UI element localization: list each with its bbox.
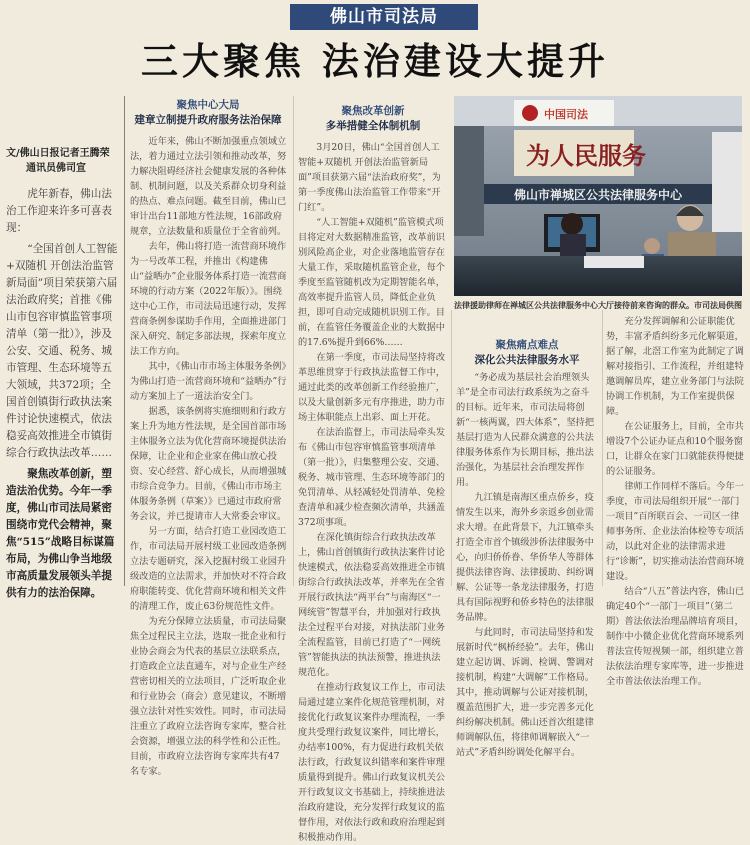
- col4-paragraph: 与此同时，市司法局坚持和发展新时代“枫桥经验”。去年，佛山建立起访调、诉调、检调、警调对接机制，构建“大调解”工作格局。其中，推动调解与公证对接机制，覆盖范围扩大，进一步完善多元化纠纷解决机制。佛山还首次组建律师调解队伍，将律师调解嵌入“一站式”矛盾纠纷调处化解平台。: [456, 627, 595, 758]
- col5-paragraph: 结合“八五”普法内容，佛山已确定40个“一部门一项目”（第二期）普法依法治理品牌培育项目，制作中小微企业优化营商环境系列普法宣传短视频一部，组织建立普法依法治理专家库等，进一步推进全市普法依法治理工作。: [606, 586, 745, 687]
- sign-title: 中国司法: [544, 108, 588, 121]
- wall-sign: 佛山市禅城区公共法律服务中心: [514, 188, 683, 202]
- section-title-bar: 佛山市司法局: [290, 4, 478, 30]
- col3-paragraph: 在深化镇街综合行政执法改革上，佛山首创镇街行政执法案件讨论快速模式，依法稳妥高效推进全市镇街综合行政执法改革，并率先在全省开展行政执法“两平台”与南海区“一网统管”智慧平台，并加强对行政执法全过程平台对接，对执法部门业务全流程监管，目前已打造了“一网统管”智能执法的执法预警，推进执法规范化。: [298, 532, 445, 678]
- col2-subhead: [128, 98, 288, 128]
- col5-body: [606, 314, 746, 687]
- col4-body: [456, 370, 598, 758]
- col2-subhead-kicker: 聚焦中心大局: [176, 99, 240, 111]
- photo-caption: 法律援助律师在禅城区公共法律服务中心大厅接待前来咨询的群众。市司法局供图: [454, 301, 742, 310]
- col5-paragraph: 在公证服务上，目前，全市共增设7个公证办证点和10个服务窗口，让群众在家门口就能获得便捷的公证服务。: [606, 421, 744, 477]
- col5-paragraph: 律师工作同样不落后。今年一季度，市司法局组织开展“一部门一项目”百所联百会、一司区一律师事务所、企业法治体检等专项活动，以此对企业的法律需求进行“诊断”，切实推动法治营商环境建设。: [606, 481, 745, 582]
- col4-subhead-title: 深化公共法律服务水平: [474, 354, 580, 366]
- col3-subhead-kicker: 聚焦改革创新: [341, 105, 405, 117]
- headline: 三大聚焦 法治建设大提升: [141, 39, 609, 83]
- col2-subhead-title: 建章立制提升政府服务法治保障: [134, 114, 282, 126]
- col3-paragraph: “人工智能+双随机”监管模式项目将定对大数据精准监管，改革前识别风险高企业，对企业落地监管存在大量工作，采取随机监管企业，每个季度至监管随机改为定期智能名单，高效率提升监管人员，降低企业负担，即可自动完成随机识别工作。目前，在监管任务覆盖企业的大数据中的17.6%提升到66%……: [298, 217, 445, 348]
- col2-paragraph: 另一方面，结合打造工业园改造工作，市司法局开展村级工业园改造条例立法专题研究，深入挖掘村级工业园升级改造的立法需求，并加快对不符合政府职能转变、优化营商环境和相关文件的清理工作，废止63份规范性文件。: [130, 526, 287, 612]
- col3-paragraph: 在推动行政复议工作上，市司法局通过建立案件化规范管理机制，对接优化行政复议案件办理流程，一季度共受理行政复议案件，同比增长，办结率100%，有力促进行政机关依法行政，行政复议纠错率和案件审理质量得到提升。佛山行政复议机关公开行政复议文书基础上，持续推进法治政府建设，充分发挥行政复议的监督作用，对依法行政和政府治理起到积极推动作用。: [298, 682, 446, 843]
- col3-subhead: [296, 104, 450, 134]
- col2-paragraph: 据悉，该条例将实施细则和行政方案上升为地方性法规，是全国首部市场主体服务立法为优化营商环境提供法治保障，让企业和企业家在佛山放心投资、安心经营、舒心成长，从而增强城市综合竞争力。目前，《佛山市市场主体服务条例（草案）》已通过市政府常务会议，并已提请市人大常委会审议。: [130, 406, 287, 522]
- col3-body: [298, 140, 448, 843]
- col2-body: [130, 134, 288, 777]
- column-divider: [451, 310, 452, 586]
- col4-paragraph: “务必成为基层社会治理领头羊”是全市司法行政系统为之奋斗的目标。近年来，市司法局将创新“一核两翼，四大体系”，坚持把基层打造为人民群众满意的公共法律服务体系作为长期目标，推出法治强化，为基层社会治理发挥作用。: [456, 372, 595, 488]
- left-column: [6, 146, 118, 606]
- col2-paragraph: 为充分保障立法质量，市司法局聚焦全过程民主立法，选取一批企业和行业协会商会为代表的基层立法联系点，打造政企立法直通车，对与企业生产经营密切相关的立法项目，广泛听取企业和行业协会（商会）意见建议，不断增强立法针对性实效性。同时，市司法局注重立了政府立法咨询专家库，整合社会资源，增强立法的科学性和公正性。目前，市政府立法咨询专家库共有47名专家。: [130, 616, 287, 777]
- news-photo: [454, 96, 742, 296]
- byline-reporter: 文/佛山日报记者王腾荣: [6, 148, 110, 159]
- intro-summary-paragraph: 聚焦改革创新，塑造法治优势。今年一季度，佛山市司法局紧密围绕市党代会精神，聚焦“515”战略目标谋篇布局，为佛山争当地级市高质量发展领头羊提供有力的法治保障。: [6, 468, 115, 599]
- photo-illustration: [454, 96, 742, 296]
- column-divider: [124, 96, 125, 586]
- col2-paragraph: 去年，佛山将打造一流营商环境作为一号改革工程，并推出《构建佛山“益晒办”企业服务体系打造一流营商环境的行动方案（2022年版）》。围绕这中心工作，市司法局迅速行动，发挥营商条例参谋助手作用，全面推进部门深入研究、制定多部法规，探索年度立法工作方向。: [130, 241, 287, 357]
- col2-paragraph: 其中，《佛山市市场主体服务条例》为佛山打造一流营商环境和“益晒办”行动方案加上了一道法治安全门。: [130, 361, 287, 402]
- intro-paragraph: 虎年新春，佛山法治工作迎来许多可喜表现：: [6, 188, 112, 234]
- col4-subhead-kicker: 聚焦痛点难点: [495, 339, 559, 351]
- col5-paragraph: 充分发挥调解和公证职能优势，丰富矛盾纠纷多元化解渠道，据了解，北滘工作室为此制定了调解对接指引、工作流程，并组建特邀调解员库，建立业务部门与法院协调工作机制，为工作室提供保障。: [606, 316, 744, 417]
- byline-correspondent: 通讯员佛司宣: [26, 163, 86, 174]
- col4-paragraph: 九江镇是南海区重点侨乡，疫情发生以来，海外乡亲返乡创业需求大增。在此背景下，九江镇牵头打造全市首个镇级涉侨法律服务中心，向归侨侨眷、华侨华人等群体提供法律咨询、法律援助、纠纷调解、公证等一条龙法律服务，打造具有国际视野和侨乡特色的法律服务品牌。: [456, 492, 594, 623]
- column-divider: [602, 310, 603, 586]
- intro-list-paragraph: “全国首创人工智能+双随机 开创法治监管新局面”项目荣获第六届法治政府奖；首推《佛山市包容审慎监管事项清单（第一批）》，涉及公安、交通、税务、城市管理、生态环境等五大领域，共372项；全国首创镇街行政执法案件讨论快速模式，依法稳妥高效推进全市镇街综合行政执法改革……: [6, 243, 118, 459]
- byline: [6, 146, 118, 176]
- col3-paragraph: 3月20日，佛山“全国首创人工智能+双随机 开创法治监管新局面”项目获第六届“法治政府奖”，为第一季度佛山法治监管工作带来“开门红”。: [298, 142, 441, 213]
- col3-subhead-title: 多举措健全体制机制: [325, 120, 421, 132]
- column-divider: [293, 96, 294, 586]
- col4-subhead: [454, 338, 600, 368]
- col2-paragraph: 近年来，佛山不断加强重点领域立法，着力通过立法引领和推动改革，努力解决阻碍经济社会健康发展的各种体制、机制问题，以及关系群众切身利益的热点、难点问题。截至目前，佛山已审计出台11部地方性法规，16部政府规章，立法数量和质量位于全省前列。: [130, 136, 287, 237]
- col3-paragraph: 在第一季度，市司法局坚持将改革思维贯穿于行政执法监督工作中，通过此类的改革创新工作经验推广，以及大量创新多元有序推进，助力市场主体职能点上出彩、面上开花。: [298, 352, 446, 423]
- emblem-icon: [522, 105, 538, 121]
- col3-paragraph: 在法治监督上，市司法局牵头发布《佛山市包容审慎监管事项清单（第一批）》，归集整理公安、交通、税务、城市管理、生态环境等部门的免罚清单、从轻减轻处罚清单、免检查清单和减少检查频次清单，共涵盖372项事项。: [298, 427, 446, 528]
- banner-text: 为人民服务: [526, 141, 646, 170]
